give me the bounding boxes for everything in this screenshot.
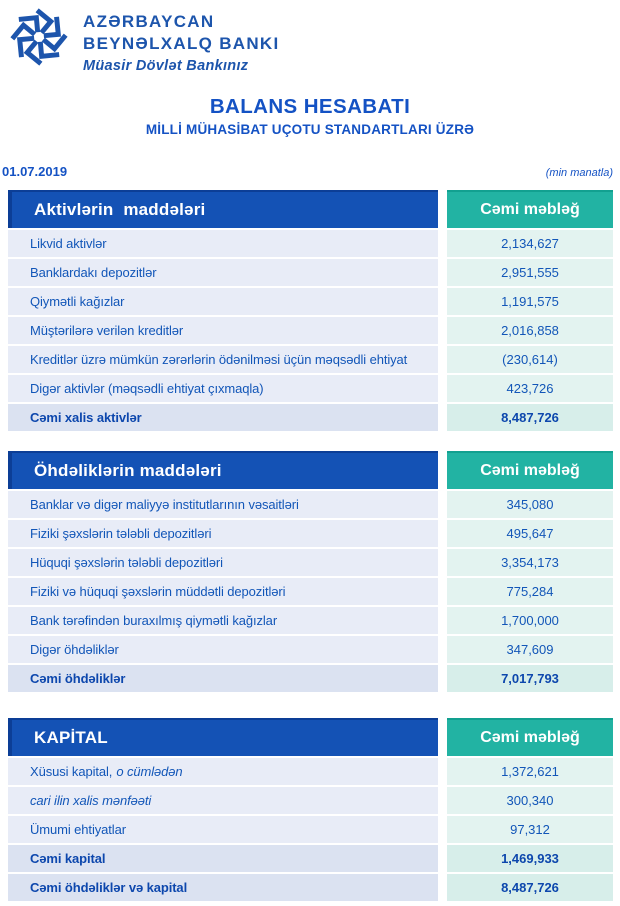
row-label: Digər aktivlər (məqsədli ehtiyat çıxmaqla) — [30, 380, 264, 396]
row-value: 423,726 — [447, 375, 613, 402]
row-label-italic: cari ilin xalis mənfəəti — [30, 792, 152, 808]
column-gap — [438, 190, 447, 228]
column-gap — [438, 718, 447, 756]
column-gap — [438, 451, 447, 489]
amount-column-header: Cəmi məbləğ — [447, 718, 613, 756]
bank-name-line1: AZƏRBAYCAN — [83, 12, 215, 31]
table-row — [8, 346, 613, 373]
row-value: 8,487,726 — [447, 874, 613, 901]
row-value: 2,016,858 — [447, 317, 613, 344]
report-subtitle: MİLLİ MÜHASİBAT UÇOTU STANDARTLARI ÜZRƏ — [145, 121, 475, 137]
row-label-cell — [8, 491, 438, 518]
row-label: Qiymətli kağızlar — [30, 293, 125, 309]
table-row — [8, 375, 613, 402]
column-gap — [438, 816, 447, 843]
table-row — [8, 230, 613, 257]
column-gap — [438, 317, 447, 344]
table-row — [8, 816, 613, 843]
row-label: Cəmi öhdəliklər və kapital — [30, 879, 188, 895]
amount-column-header: Cəmi məbləğ — [447, 451, 613, 489]
row-value: 1,191,575 — [447, 288, 613, 315]
row-label-cell — [8, 845, 438, 872]
column-gap — [438, 259, 447, 286]
row-label: Fiziki və hüquqi şəxslərin müddətli depozitləri — [30, 583, 286, 599]
table-capital — [8, 718, 613, 901]
table-row — [8, 549, 613, 576]
column-gap — [438, 845, 447, 872]
table-row — [8, 845, 613, 872]
row-value: 775,284 — [447, 578, 613, 605]
row-value: 97,312 — [447, 816, 613, 843]
row-value: (230,614) — [447, 346, 613, 373]
row-label-cell — [8, 230, 438, 257]
table-body — [8, 758, 613, 901]
row-value: 345,080 — [447, 491, 613, 518]
column-gap — [438, 404, 447, 431]
row-label: Cəmi öhdəliklər — [30, 670, 126, 686]
table-body — [8, 491, 613, 692]
row-label-cell — [8, 607, 438, 634]
row-label-cell — [8, 578, 438, 605]
column-gap — [438, 230, 447, 257]
table-assets — [8, 190, 613, 431]
bank-logo — [8, 6, 70, 68]
column-gap — [438, 665, 447, 692]
column-gap — [438, 520, 447, 547]
row-label-cell — [8, 288, 438, 315]
table-row — [8, 607, 613, 634]
row-value: 8,487,726 — [447, 404, 613, 431]
table-row — [8, 491, 613, 518]
bank-name-block — [83, 6, 280, 74]
column-gap — [438, 607, 447, 634]
table-header-row — [8, 718, 613, 756]
row-label: Cəmi xalis aktivlər — [30, 409, 142, 425]
unit-note: (min manatla) — [545, 166, 613, 179]
row-label: Bank tərəfindən buraxılmış qiymətli kağızlar — [30, 612, 278, 628]
row-label-cell — [8, 636, 438, 663]
table-row — [8, 787, 613, 814]
report-title: BALANS HESABATI — [209, 94, 411, 118]
table-header-title: Öhdəliklərin maddələri — [8, 451, 438, 489]
table-row — [8, 520, 613, 547]
row-label-cell — [8, 665, 438, 692]
row-value: 1,700,000 — [447, 607, 613, 634]
row-label: Banklardakı depozitlər — [30, 264, 157, 280]
row-label-cell — [8, 375, 438, 402]
row-label: Banklar və digər maliyyə institutlarının vəsaitləri — [30, 496, 299, 512]
row-label-cell — [8, 758, 438, 785]
table-liabilities — [8, 451, 613, 692]
row-label-cell — [8, 317, 438, 344]
column-gap — [438, 288, 447, 315]
table-header-title: Aktivlərin maddələri — [8, 190, 438, 228]
row-label: Kreditlər üzrə mümkün zərərlərin ödənilməsi üçün məqsədli ehtiyat — [30, 351, 408, 367]
report-date: 01.07.2019 — [2, 163, 68, 179]
bank-tagline: Müasir Dövlət Bankınız — [83, 57, 249, 74]
column-gap — [438, 758, 447, 785]
row-value: 2,951,555 — [447, 259, 613, 286]
row-label-italic: o cümlədən — [116, 763, 183, 779]
row-value: 1,469,933 — [447, 845, 613, 872]
table-header-row — [8, 190, 613, 228]
knot-star-icon — [8, 6, 70, 68]
row-label-cell — [8, 404, 438, 431]
table-row — [8, 636, 613, 663]
column-gap — [438, 346, 447, 373]
bank-name-line2: BEYNƏLXALQ BANKI — [83, 33, 280, 53]
table-header-row — [8, 451, 613, 489]
row-value: 300,340 — [447, 787, 613, 814]
amount-column-header: Cəmi məbləğ — [447, 190, 613, 228]
table-row — [8, 404, 613, 431]
row-label-cell — [8, 520, 438, 547]
row-value: 495,647 — [447, 520, 613, 547]
column-gap — [438, 375, 447, 402]
column-gap — [438, 549, 447, 576]
column-gap — [438, 491, 447, 518]
table-row — [8, 259, 613, 286]
table-row — [8, 874, 613, 901]
row-label-cell — [8, 787, 438, 814]
column-gap — [438, 787, 447, 814]
row-label: Müştərilərə verilən kreditlər — [30, 322, 184, 338]
row-label: Cəmi kapital — [30, 850, 106, 866]
row-label: Likvid aktivlər — [30, 235, 107, 251]
row-value: 1,372,621 — [447, 758, 613, 785]
column-gap — [438, 636, 447, 663]
column-gap — [438, 578, 447, 605]
row-label: Digər öhdəliklər — [30, 641, 119, 657]
row-value: 3,354,173 — [447, 549, 613, 576]
column-gap — [438, 874, 447, 901]
row-label: Hüquqi şəxslərin tələbli depozitləri — [30, 554, 223, 570]
row-value: 2,134,627 — [447, 230, 613, 257]
row-label: Xüsusi kapital, — [30, 763, 113, 779]
table-row — [8, 317, 613, 344]
bank-brand-header — [0, 0, 620, 74]
row-label-cell — [8, 816, 438, 843]
row-label-cell — [8, 259, 438, 286]
table-header-title: KAPİTAL — [8, 718, 438, 756]
row-label: Ümumi ehtiyatlar — [30, 821, 126, 837]
tables — [8, 190, 620, 901]
row-value: 347,609 — [447, 636, 613, 663]
row-value: 7,017,793 — [447, 665, 613, 692]
row-label-cell — [8, 346, 438, 373]
row-label-cell — [8, 549, 438, 576]
report-meta — [2, 164, 613, 179]
row-label: Fiziki şəxslərin tələbli depozitləri — [30, 525, 212, 541]
table-row — [8, 578, 613, 605]
row-label-cell — [8, 874, 438, 901]
table-row — [8, 758, 613, 785]
table-row — [8, 665, 613, 692]
table-row — [8, 288, 613, 315]
table-body — [8, 230, 613, 431]
